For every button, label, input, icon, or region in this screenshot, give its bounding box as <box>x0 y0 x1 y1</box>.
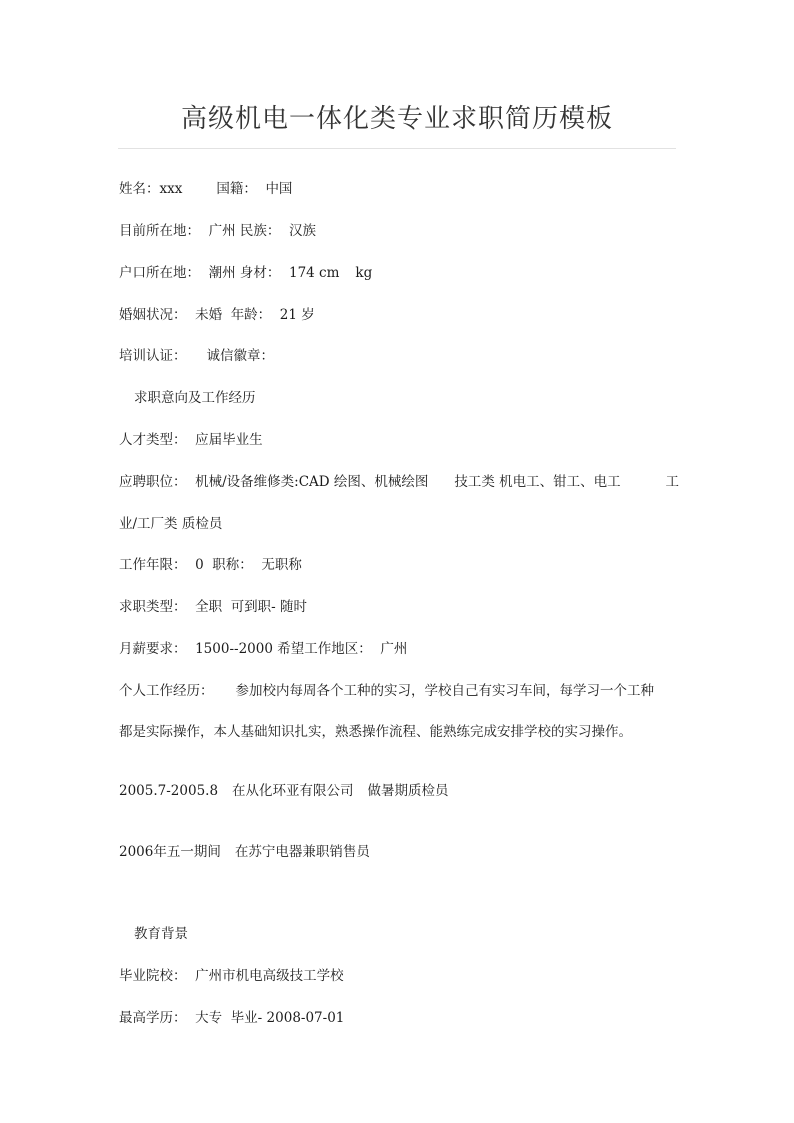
hukou-row <box>119 263 372 283</box>
name-row <box>119 179 292 199</box>
age-label: 年龄： <box>230 307 272 323</box>
training-row <box>119 346 274 366</box>
experience-item <box>119 781 449 801</box>
training-label: 培训认证： <box>119 348 187 364</box>
years-value: 0 <box>195 557 204 573</box>
page-title: 高级机电一体化类专业求职简历模板 <box>180 104 613 134</box>
experience-period: 2005.7-2005.8 <box>119 783 219 799</box>
position-row <box>119 472 679 492</box>
ethnicity-label: 民族： <box>239 223 281 239</box>
experience-period: 2006年五一期间 <box>119 844 221 860</box>
salary-value: 1500--2000 <box>195 641 273 657</box>
exp-label: 个人工作经历： <box>119 683 214 699</box>
grad-date: 2008-07-01 <box>266 1010 345 1026</box>
location-row <box>119 221 316 241</box>
section-edu-heading: 教育背景 <box>134 926 188 942</box>
exp-row-cont <box>119 722 632 742</box>
experience-role: 做暑期质检员 <box>367 783 449 799</box>
nationality-label: 国籍： <box>216 181 257 197</box>
position-row-cont <box>119 514 222 534</box>
weight-unit: kg <box>355 265 373 281</box>
marital-row <box>119 305 315 325</box>
credit-label: 诚信徽章： <box>206 348 274 364</box>
height-label: 身材： <box>239 265 281 281</box>
position-value-4: 业/工厂类 质检员 <box>119 516 223 532</box>
title-label: 职称： <box>212 557 253 573</box>
location-label: 目前所在地： <box>119 223 200 239</box>
experience-item <box>119 842 370 862</box>
position-value-2: 技工类 机电工、钳工、电工 <box>454 474 621 490</box>
location-value: 广州 <box>208 223 236 239</box>
jobtype-label: 求职类型： <box>119 599 187 615</box>
talent-value: 应届毕业生 <box>195 432 263 448</box>
degree-label: 最高学历： <box>119 1010 187 1026</box>
name-label: 姓名： <box>119 181 160 197</box>
position-value-1: 机械/设备维修类:CAD 绘图、机械绘图 <box>195 474 429 490</box>
talent-row <box>119 430 263 450</box>
marital-value: 未婚 <box>195 307 223 323</box>
title-value: 无职称 <box>261 557 302 573</box>
region-label: 希望工作地区： <box>277 641 372 657</box>
school-label: 毕业院校： <box>119 968 187 984</box>
position-value-3: 工 <box>665 474 679 490</box>
salary-label: 月薪要求： <box>119 641 187 657</box>
jobtype-value: 全职 <box>195 599 223 615</box>
section-job-heading: 求职意向及工作经历 <box>134 390 256 406</box>
school-row <box>119 966 344 986</box>
hukou-label: 户口所在地： <box>119 265 200 281</box>
jobtype-row <box>119 597 307 617</box>
talent-label: 人才类型： <box>119 432 187 448</box>
height-value: 174 cm <box>288 265 340 281</box>
marital-label: 婚姻状况： <box>119 307 187 323</box>
ethnicity-value: 汉族 <box>288 223 316 239</box>
age-value: 21 岁 <box>279 307 315 323</box>
available-value: 可到职- 随时 <box>230 599 308 615</box>
nationality-value: 中国 <box>265 181 293 197</box>
name-value: xxx <box>159 181 183 197</box>
years-row <box>119 555 302 575</box>
years-label: 工作年限： <box>119 557 187 573</box>
salary-row <box>119 639 407 659</box>
school-value: 广州市机电高级技工学校 <box>195 968 344 984</box>
region-value: 广州 <box>380 641 408 657</box>
grad-label: 毕业- <box>230 1010 263 1026</box>
degree-row <box>119 1008 344 1028</box>
exp-text-1: 参加校内每周各个工种的实习，学校自己有实习车间，每学习一个工种 <box>235 683 654 699</box>
exp-row <box>119 681 654 701</box>
title-divider <box>118 148 676 149</box>
hukou-value: 潮州 <box>208 265 236 281</box>
experience-company: 在从化环亚有限公司 <box>232 783 354 799</box>
position-label: 应聘职位： <box>119 474 187 490</box>
experience-company: 在苏宁电器兼职销售员 <box>234 844 370 860</box>
degree-value: 大专 <box>195 1010 223 1026</box>
exp-text-2: 都是实际操作，本人基础知识扎实，熟悉操作流程、能熟练完成安排学校的实习操作。 <box>119 724 632 740</box>
